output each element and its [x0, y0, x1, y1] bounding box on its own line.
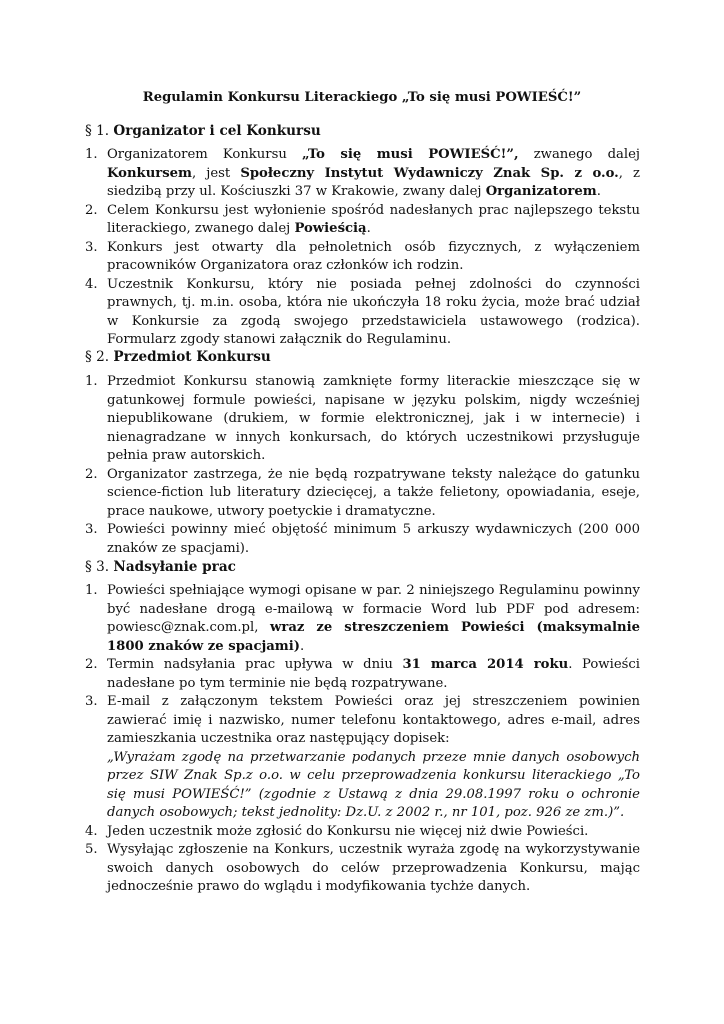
list-item — [85, 373, 640, 466]
item-text: . — [366, 221, 371, 236]
item-number: 2. — [85, 202, 98, 218]
item-text: Jeden uczestnik może zgłosić do Konkursu nie więcej niż dwie Powieści. — [107, 823, 589, 839]
list-item — [85, 521, 640, 558]
section-2-title: Przedmiot Konkursu — [113, 349, 271, 365]
item-text: Uczestnik Konkursu, który nie posiada pełnej zdolności do czynności prawnych, tj. m.in. osoba, która nie ukończyła 18 roku życia, może brać udział w Konkursie za zgodą swojego przedstawiciela ustawowego (rodzica). Formularz zgody stanowi załącznik do Regulaminu. — [107, 276, 640, 347]
list-item — [85, 693, 640, 823]
item-text: Organizatorem Konkursu — [107, 147, 302, 162]
defined-term: Konkursem — [107, 165, 192, 181]
section-2-list — [85, 373, 640, 558]
list-item — [85, 202, 640, 239]
item-number: 1. — [85, 374, 98, 389]
item-number: 2. — [85, 466, 98, 482]
item-text: Celem Konkursu jest wyłonienie spośród nadesłanych prac najlepszego tekstu literackiego, zwanego dalej — [107, 202, 640, 236]
item-number: 1. — [85, 583, 98, 598]
item-text: E-mail z załączonym tekstem Powieści oraz jej streszczeniem powinien zawierać imię i nazwisko, numer telefonu kontaktowego, adres e-mail, adres zamieszkania uczestnika oraz następujący dopisek: — [107, 694, 640, 746]
section-3-title: Nadsyłanie prac — [113, 559, 236, 575]
section-1-number: § 1. — [85, 123, 110, 139]
item-text: , jest — [192, 165, 241, 181]
contest-name: „To się musi POWIEŚĆ!”, — [301, 147, 519, 162]
organizer-name: Społeczny Instytut Wydawniczy Znak Sp. z o.o. — [240, 165, 619, 181]
item-number: 1. — [85, 147, 98, 162]
item-text: . Powieści nadesłane po tym terminie nie będą rozpatrywane. — [107, 657, 640, 691]
item-number: 3. — [85, 522, 98, 537]
item-number: 4. — [85, 823, 98, 839]
item-number: 3. — [85, 694, 98, 709]
item-text: . — [300, 638, 305, 654]
item-number: 4. — [85, 276, 98, 292]
item-text: Powieści spełniające wymogi opisane w par. 2 niniejszego Regulaminu powinny być nadesłane drogą e-mailową w formacie Word lub PDF pod adresem: powiesc@znak.com.pl, — [107, 583, 640, 635]
list-item — [85, 276, 640, 350]
section-1-heading — [85, 122, 321, 141]
deadline-date: 31 marca 2014 roku — [402, 657, 569, 672]
consent-quote: „Wyrażam zgodę na przetwarzanie podanych przeze mnie danych osobowych przez SIW Znak Sp.z o.o. w celu przeprowadzenia konkursu literackiego „To się musi POWIEŚĆ!” (zgodnie z Ustawą z dnia 29.08.1997 roku o ochronie danych osobowych; tekst jednolity: Dz.U. z 2002 r., nr 101, poz. 926 ze zm.)”. — [107, 749, 640, 820]
list-item — [85, 656, 640, 693]
item-text: Przedmiot Konkursu stanowią zamknięte formy literackie mieszczące się w gatunkowej formule powieści, napisane w języku polskim, nigdy wcześniej niepublikowane (drukiem, w formie elektronicznej, jak i w internecie) i nienagradzane w innych konkursach, do których uczestnikowi przysługuje pełnia praw autorskich. — [107, 374, 640, 463]
defined-term: Organizatorem — [485, 184, 597, 199]
list-item — [85, 841, 640, 897]
item-text: Organizator zastrzega, że nie będą rozpatrywane teksty należące do gatunku science-fiction lub literatury dziecięcej, a także felietony, opowiadania, eseje, prace naukowe, utwory poetyckie i dramatyczne. — [107, 466, 640, 519]
item-text: Konkurs jest otwarty dla pełnoletnich osób fizycznych, z wyłączeniem pracowników Organizatora oraz członków ich rodzin. — [107, 239, 640, 273]
item-text: , z siedzibą przy ul. Kościuszki 37 w Krakowie, zwany dalej — [107, 165, 640, 199]
item-text: zwanego dalej — [518, 147, 640, 162]
item-text: Termin nadsyłania prac upływa w dniu — [107, 657, 403, 672]
item-text: . — [596, 184, 601, 199]
section-3-list — [85, 582, 640, 897]
list-item — [85, 466, 640, 522]
document-title: Regulamin Konkursu Literackiego „To się musi POWIEŚĆ!” — [142, 90, 582, 105]
section-3-heading — [85, 558, 236, 577]
section-1-title: Organizator i cel Konkursu — [113, 123, 321, 139]
section-1-list — [85, 146, 640, 350]
list-item — [85, 239, 640, 276]
section-2-number: § 2. — [85, 349, 110, 365]
item-number: 2. — [85, 657, 98, 672]
item-number: 5. — [85, 842, 98, 857]
defined-term: Powieścią — [294, 221, 367, 236]
section-2-heading — [85, 348, 271, 367]
summary-requirement: wraz ze streszczeniem Powieści (maksymalnie 1800 znaków ze spacjami) — [107, 620, 640, 654]
section-3-number: § 3. — [85, 559, 110, 575]
item-text: Powieści powinny mieć objętość minimum 5 arkuszy wydawniczych (200 000 znaków ze spacjami). — [107, 522, 640, 556]
list-item — [85, 582, 640, 656]
item-number: 3. — [85, 239, 98, 255]
list-item — [85, 823, 640, 842]
list-item — [85, 146, 640, 202]
item-text: Wysyłając zgłoszenie na Konkurs, uczestnik wyraża zgodę na wykorzystywanie swoich danych osobowych do celów przeprowadzenia Konkursu, mając jednocześnie prawo do wglądu i modyfikowania tychże danych. — [107, 842, 640, 894]
